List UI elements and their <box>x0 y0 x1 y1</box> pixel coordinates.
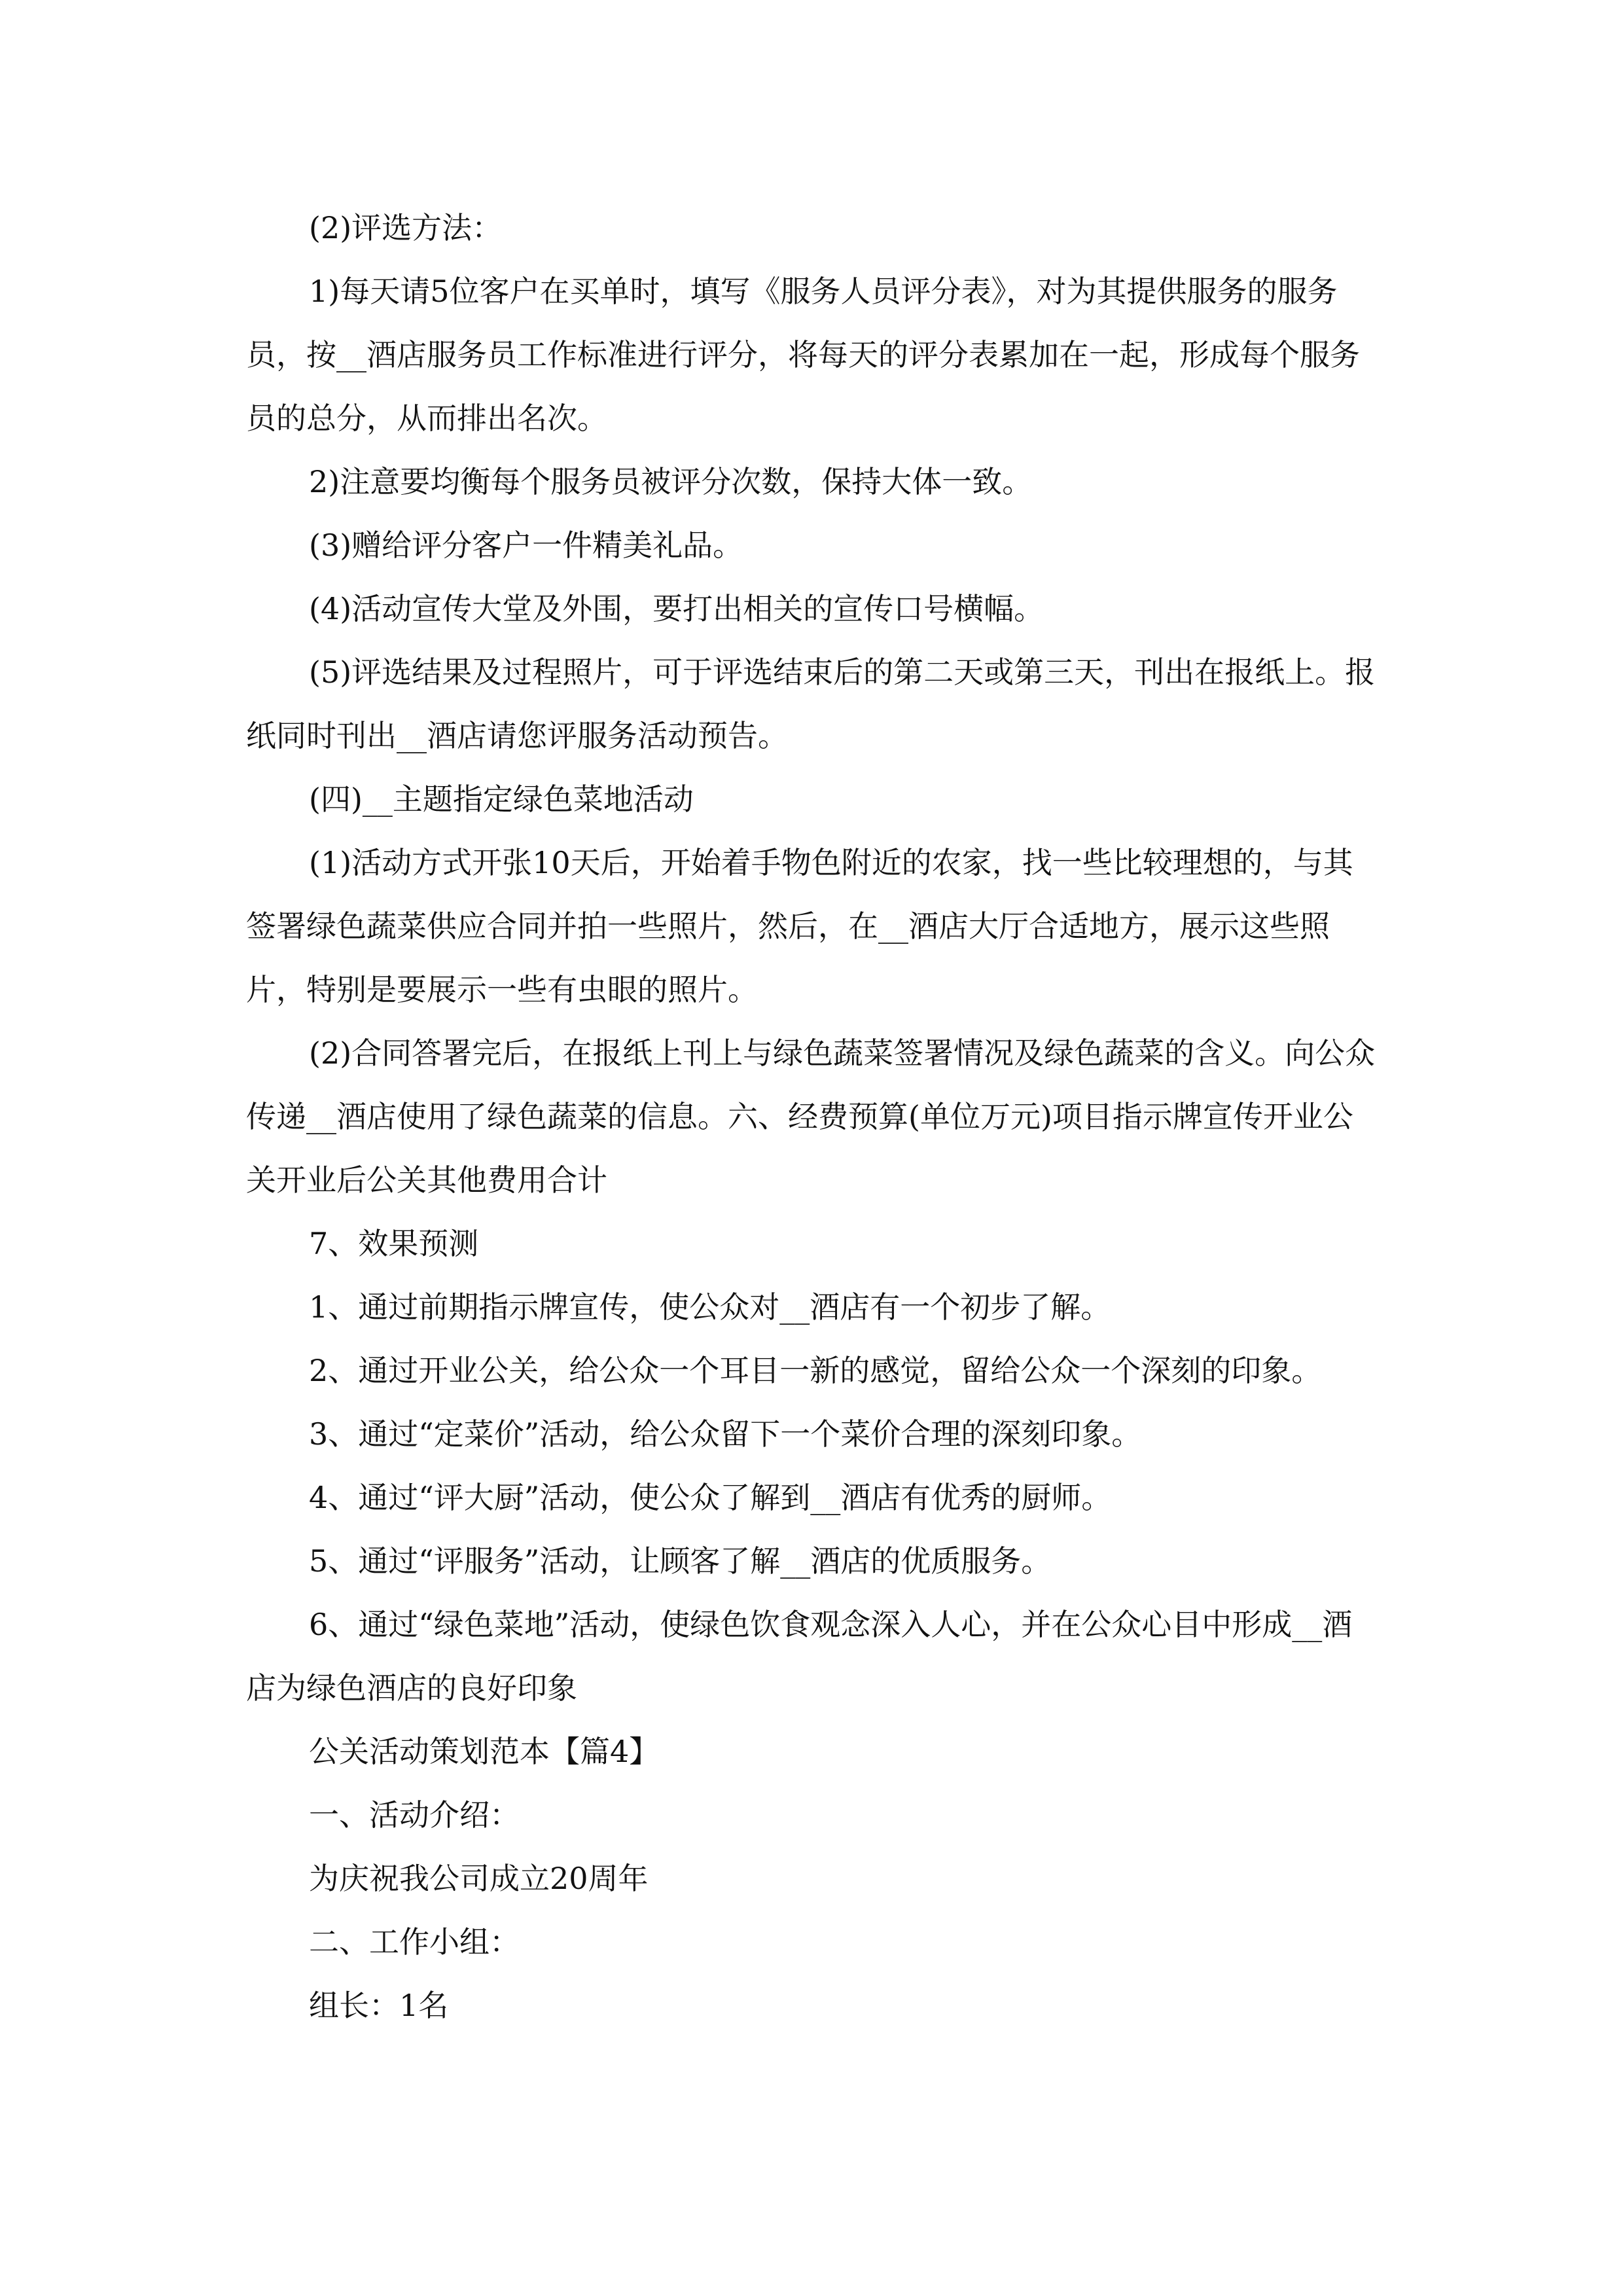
paragraph-daily-customer-rating: 1)每天请5位客户在买单时，填写《服务人员评分表》，对为其提供服务的服务员，按__酒店服务员工作标准进行评分，将每天的评分表累加在一起，形成每个服务员的总分，从而排出名次。 <box>246 274 1360 436</box>
list-item-forecast-6: 6、通过“绿色菜地”活动，使绿色饮食观念深入人心，并在公众心目中形成__酒店为绿色酒店的良好印象 <box>246 1607 1353 1706</box>
list-item-forecast-1: 1、通过前期指示牌宣传，使公众对__酒店有一个初步了解。 <box>309 1289 1111 1325</box>
paragraph-evaluation-method: (2)评选方法： <box>309 210 503 245</box>
document-body <box>246 196 1378 2037</box>
paragraph-balance-rating: 2)注意要均衡每个服务员被评分次数，保持大体一致。 <box>309 464 1033 499</box>
paragraph-contract-signing: (2)合同答署完后，在报纸上刊上与绿色蔬菜签署情况及绿色蔬菜的含义。向公众传递__酒店使用了绿色蔬菜的信息。六、经费预算(单位万元)项目指示牌宣传开业公关开业后公关其他费用合计 <box>246 1035 1376 1198</box>
list-item-forecast-4: 4、通过“评大厨”活动，使公众了解到__酒店有优秀的厨师。 <box>309 1480 1112 1515</box>
paragraph-activity-method: (1)活动方式开张10天后，开始着手物色附近的农家，找一些比较理想的，与其签署绿色蔬菜供应合同并拍一些照片，然后，在__酒店大厅合适地方，展示这些照片，特别是要展示一些有虫眼的照片。 <box>246 845 1353 1007</box>
paragraph-gift: (3)赠给评分客户一件精美礼品。 <box>309 528 743 563</box>
paragraph-group-leader: 组长：1名 <box>309 1988 449 2023</box>
section-title-article-4: 公关活动策划范本【篇4】 <box>309 1734 660 1769</box>
list-item-forecast-5: 5、通过“评服务”活动，让顾客了解__酒店的优质服务。 <box>309 1543 1052 1579</box>
paragraph-lobby-publicity: (4)活动宣传大堂及外围，要打出相关的宣传口号横幅。 <box>309 591 1044 626</box>
paragraph-anniversary: 为庆祝我公司成立20周年 <box>309 1861 649 1896</box>
section-heading-green-farm: (四)__主题指定绿色菜地活动 <box>309 781 694 817</box>
paragraph-results-publish: (5)评选结果及过程照片，可于评选结束后的第二天或第三天，刊出在报纸上。报纸同时刊出__酒店请您评服务活动预告。 <box>246 655 1376 753</box>
section-heading-activity-intro: 一、活动介绍： <box>309 1797 520 1833</box>
list-item-forecast-2: 2、通过开业公关，给公众一个耳目一新的感觉，留给公众一个深刻的印象。 <box>309 1353 1322 1388</box>
list-item-forecast-3: 3、通过“定菜价”活动，给公众留下一个菜价合理的深刻印象。 <box>309 1416 1142 1452</box>
section-heading-work-group: 二、工作小组： <box>309 1924 520 1960</box>
section-heading-effect-forecast: 7、效果预测 <box>309 1226 479 1261</box>
